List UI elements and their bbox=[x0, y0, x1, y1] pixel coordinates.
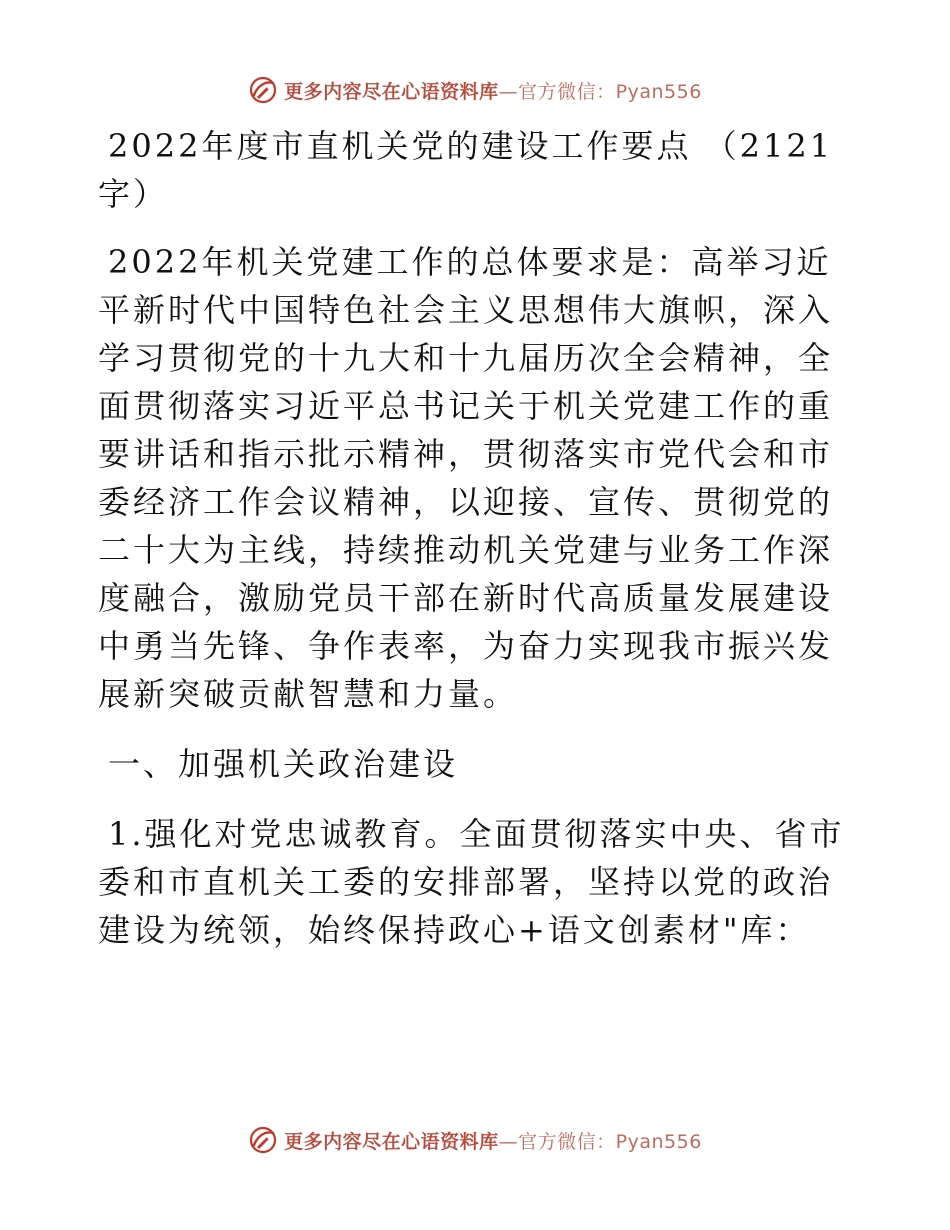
header-watermark bbox=[0, 70, 950, 110]
section-heading: 一、加强机关政治建设 bbox=[108, 745, 459, 783]
watermark-main-text: 更多内容尽在心语资料库 bbox=[284, 80, 499, 103]
pen-logo-icon bbox=[248, 75, 278, 105]
document-body bbox=[98, 122, 858, 976]
watermark-wechat-text: —官方微信：Pyan556 bbox=[498, 80, 702, 103]
watermark-wechat-text: —官方微信：Pyan556 bbox=[498, 1130, 702, 1153]
intro-paragraph: 2022年机关党建工作的总体要求是：高举习近平新时代中国特色社会主义思想伟大旗帜，深入学习贯彻党的十九大和十九届历次全会精神，全面贯彻落实习近平总书记关于机关党建工作的重要讲话和指示批示精神，贯彻落实市党代会和市委经济工作会议精神，以迎接、宣传、贯彻党的二十大为主线，持续推动机关党建与业务工作深度融合，激励党员干部在新时代高质量发展建设中勇当先锋、争作表率，为奋力实现我市振兴发展新突破贡献智慧和力量。 bbox=[98, 243, 834, 713]
footer-watermark bbox=[0, 1120, 950, 1160]
item-paragraph: 1.强化对党忠诚教育。全面贯彻落实中央、省市委和市直机关工委的安排部署，坚持以党的政治建设为统领，始终保持政心+语文创素材"库： bbox=[98, 815, 845, 949]
document-title: 2022年度市直机关党的建设工作要点 （2121字） bbox=[98, 127, 834, 213]
pen-logo-icon bbox=[248, 1125, 278, 1155]
watermark-main-text: 更多内容尽在心语资料库 bbox=[284, 1130, 499, 1153]
